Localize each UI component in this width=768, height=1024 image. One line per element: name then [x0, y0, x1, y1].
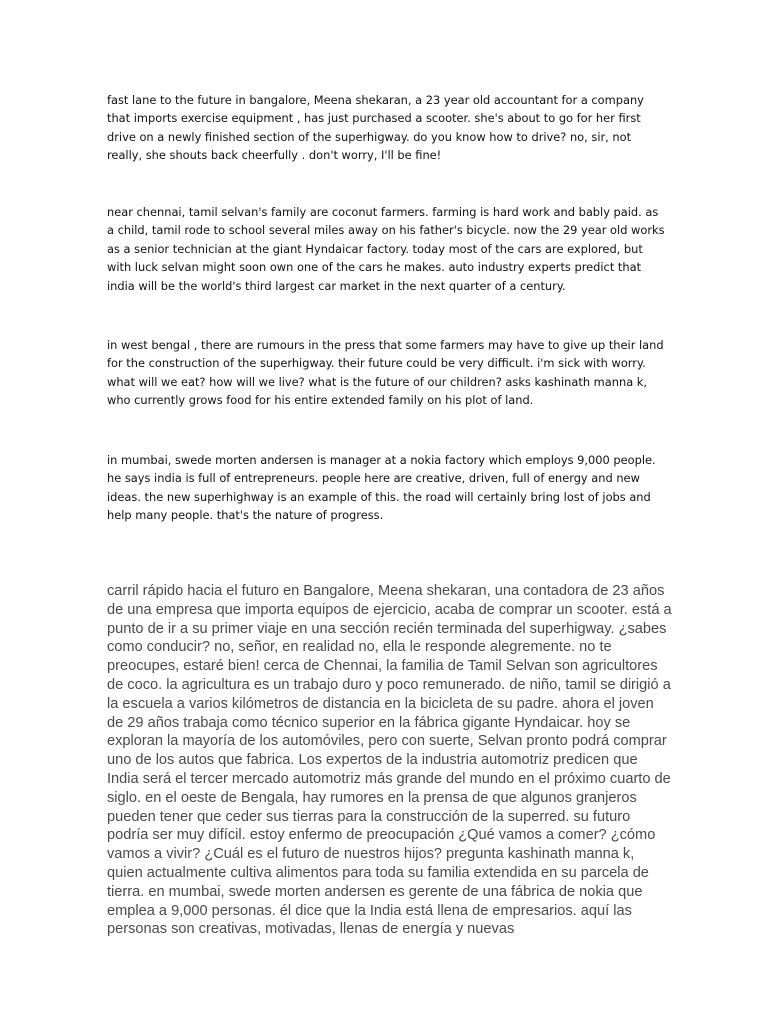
spanish-translation-paragraph: carril rápido hacia el futuro en Bangalore, Meena shekaran, una contadora de 23 años de una empresa que importa equipos de ejercicio, acaba de comprar un scooter. está a punto de ir a su primer viaje en una sección recién terminada del superhigway. ¿sabes como conducir? no, señor, en realidad no, ella le responde alegremente. no te preocupes, estaré bien! cerca de Chennai, la familia de Tamil Selvan son agricultores de coco. la agricultura es un trabajo duro y poco remunerado. de niño, tamil se dirigió a la escuela a varios kilómetros de distancia en la bicicleta de su padre. ahora el joven de 29 años trabaja como técnico superior en la fábrica gigante Hyndaicar. hoy se exploran la mayoría de los automóviles, pero con suerte, Selvan pronto podrá comprar uno de los autos que fabrica. Los expertos de la industria automotriz predicen que India será el tercer mercado automotriz más grande del mundo en el próximo cuarto de siglo. en el oeste de Bengala, hay rumores en la prensa de que algunos granjeros pueden tener que ceder sus tierras para la construcción de la superred. su futuro podría ser muy difícil. estoy enfermo de preocupación ¿Qué vamos a comer? ¿cómo vamos a vivir? ¿Cuál es el futuro de nuestros hijos? pregunta kashinath manna k, quien actualmente cultiva alimentos para toda su familia extendida en su parcela de tierra. en mumbai, swede morten andersen es gerente de una fábrica de nokia que emplea a 9,000 personas. él dice que la India está llena de empresarios. aquí las personas son creativas, motivadas, llenas de energía y nuevas — [107, 583, 672, 938]
english-paragraph-west-bengal: in west bengal , there are rumours in the press that some farmers may have to give up their land for the construction of the superhigway. their future could be very difficult. i'm sick with worry. what will we eat? how will we live? what is the future of our children? asks kashinath manna k, who currently grows food for his entire extended family on his plot of land. — [107, 338, 664, 408]
english-paragraph-bangalore: fast lane to the future in bangalore, Meena shekaran, a 23 year old accountant for a company that imports exercise equipment , has just purchased a scooter. she's about to go for her first drive on a newly finished section of the superhigway. do you know how to drive? no, sir, not really, she shouts back cheerfully . don't worry, I'll be fine! — [107, 93, 644, 163]
english-paragraph-mumbai: in mumbai, swede morten andersen is manager at a nokia factory which employs 9,000 people. he says india is full of entrepreneurs. people here are creative, driven, full of energy and new ideas. the new superhighway is an example of this. the road will certainly bring lost of jobs and help many people. that's the nature of progress. — [107, 453, 656, 523]
english-paragraph-chennai: near chennai, tamil selvan's family are coconut farmers. farming is hard work and bably paid. as a child, tamil rode to school several miles away on his father's bicycle. now the 29 year old works as a senior technician at the giant Hyndaicar factory. today most of the cars are explored, but with luck selvan might soon own one of the cars he makes. auto industry experts predict that india will be the world's third largest car market in the next quarter of a century. — [107, 205, 665, 293]
